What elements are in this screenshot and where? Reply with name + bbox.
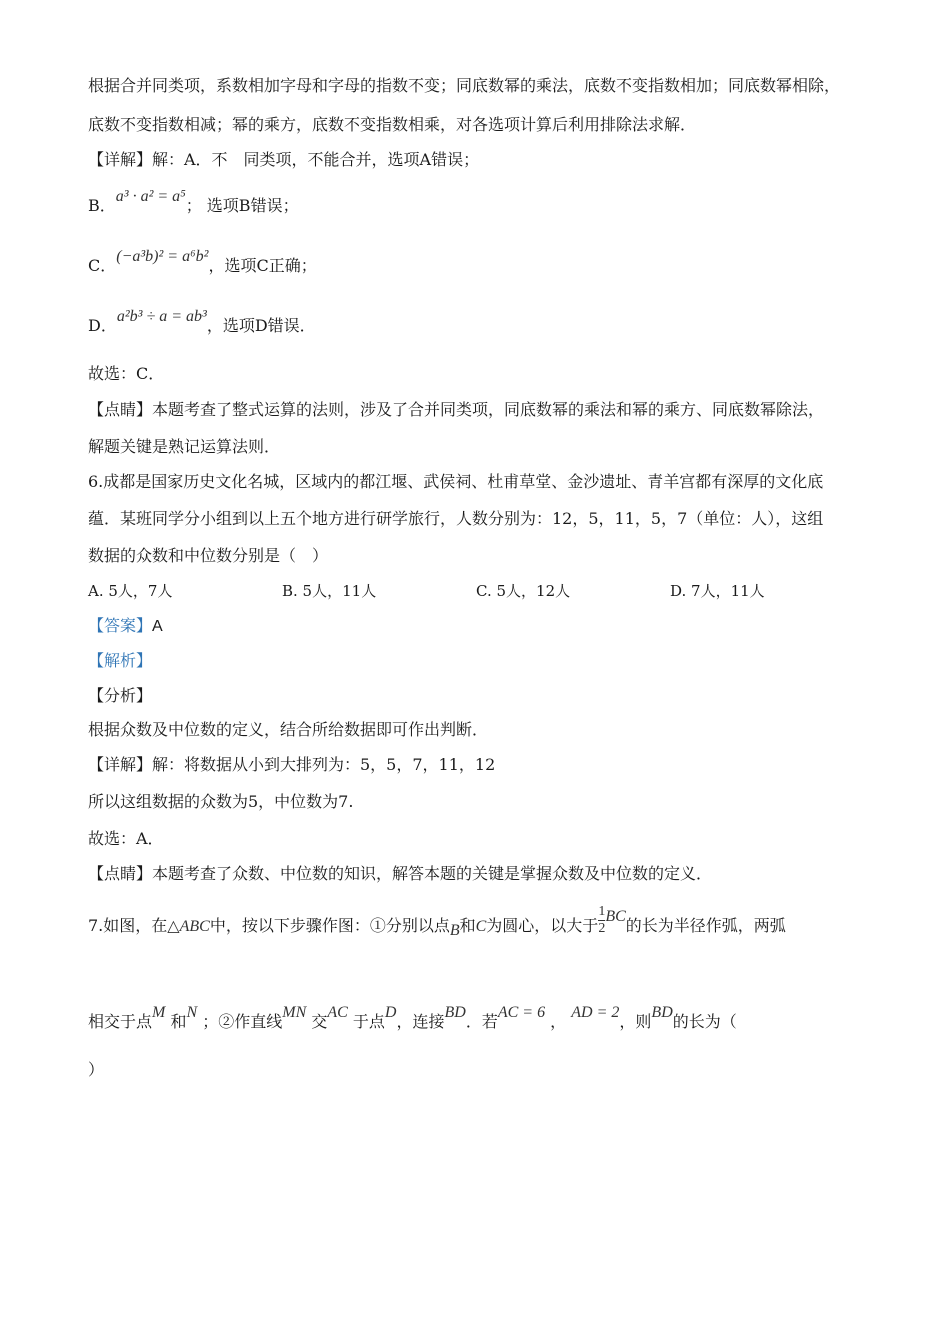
q7-text: 和 [170,1012,187,1031]
q6-option-b: B. 5人，11人 [282,582,377,600]
q5-b-text: ； 选项B错误； [185,196,299,215]
q6-analysis-tag: 【解析】 [88,651,153,670]
q6-option-c: C. 5人，12人 [476,582,571,600]
q7-text: ， [550,1012,567,1031]
q5-option-d [88,308,316,337]
q7-text: 交 [311,1012,328,1031]
q6-comment: 【点睛】本题考查了众数、中位数的知识，解答本题的关键是掌握众数及中位数的定义． [88,864,713,883]
q6-choose: 故选：A． [88,829,164,848]
q7-point-b: B [449,922,460,939]
q6-answer [88,616,163,637]
q5-c-math: (−a³b)² = a⁶b² [116,248,209,265]
q5-option-c [88,248,317,277]
q6-stem-1: 6.成都是国家历史文化名城，区域内的都江堰、武侯祠、杜甫草堂、金沙遗址、青羊宫都有深厚的文化底 [88,472,824,491]
q7-segment-bd-2: BD [651,1004,673,1021]
intro-line-1: 根据合并同类项，系数相加字母和字母的指数不变；同底数幂的乘法，底数不变指数相加；同底数幂相除， [88,76,841,95]
q5-b-math: a³ · a² = a⁵ [115,188,186,205]
q7-text: 相交于点 [88,1012,153,1031]
q6-stem-2: 蕴．某班同学分小组到以上五个地方进行研学旅行，人数分别为：12，5，11，5，7（单位：人），这组 [88,509,824,528]
q7-point-n: N [186,1004,198,1021]
q6-answer-value: A [152,618,163,635]
q6-fenxi-tag: 【分析】 [88,686,153,705]
q7-text: 和 [459,916,476,935]
q5-option-b [88,188,299,217]
q5-c-label: C． [88,256,117,275]
q7-point-c: C [475,918,487,935]
q6-option-a: A. 5人，7人 [88,582,173,600]
intro-line-2: 底数不变指数相减；幂的乘方，底数不变指数相乘，对各选项计算后利用排除法求解． [88,115,697,134]
q6-detail: 【详解】解：将数据从小到大排列为：5，5，7，11，12 [88,755,496,774]
q6-stem-3: 数据的众数和中位数分别是（ ） [88,546,329,565]
q7-frac-den: 2 [598,921,606,936]
q5-d-label: D． [88,316,117,335]
q5-c-text: ，选项C正确； [208,256,317,275]
q7-text: 7.如图，在 [88,916,168,935]
q7-text: ．若 [465,1012,498,1031]
q7-stem-1 [88,906,786,947]
q7-close-paren: ） [88,1060,105,1079]
q7-eq-ac: AC = 6 [497,1004,546,1021]
q7-bc: BC [605,908,626,925]
q7-text: 的长为（ [672,1012,737,1031]
q7-text: 的长为半径作弧，两弧 [625,916,786,935]
q5-b-label: B． [88,196,116,215]
q7-text: 中，按以下步骤作图：①分别以点 [209,916,450,935]
q7-text: ，则 [619,1012,652,1031]
q7-frac-num: 1 [598,904,606,919]
q7-segment-bd: BD [444,1004,466,1021]
q7-text: 为圆心，以大于 [486,916,599,935]
q6-fenxi-text: 根据众数及中位数的定义，结合所给数据即可作出判断． [88,720,489,739]
q5-comment-1: 【点睛】本题考查了整式运算的法则，涉及了合并同类项，同底数幂的乘法和幂的乘方、同底数幂除法， [88,400,825,419]
q5-choose: 故选：C． [88,364,165,383]
q5-comment-2: 解题关键是熟记运算法则． [88,437,281,456]
q6-option-d: D. 7人，11人 [670,582,765,600]
q5-d-text: ，选项D错误． [206,316,316,335]
q5-d-math: a²b³ ÷ a = ab³ [116,308,207,325]
q7-text: 于点 [352,1012,385,1031]
q7-text: ；②作直线 [202,1012,283,1031]
q7-eq-ad: AD = 2 [571,1004,620,1021]
q7-line-mn: MN [282,1004,307,1021]
q7-point-m: M [152,1004,166,1021]
q5-detail-a: 【详解】解：A．不 同类项，不能合并，选项A错误； [88,150,480,169]
q6-answer-tag: 【答案】 [88,616,153,635]
q7-segment-ac: AC [327,1004,348,1021]
q7-triangle: △ABC [167,918,210,935]
q6-result: 所以这组数据的众数为5，中位数为7. [88,792,354,811]
q7-text: ，连接 [396,1012,445,1031]
q7-stem-2 [88,1004,737,1033]
q7-point-d: D [384,1004,397,1021]
